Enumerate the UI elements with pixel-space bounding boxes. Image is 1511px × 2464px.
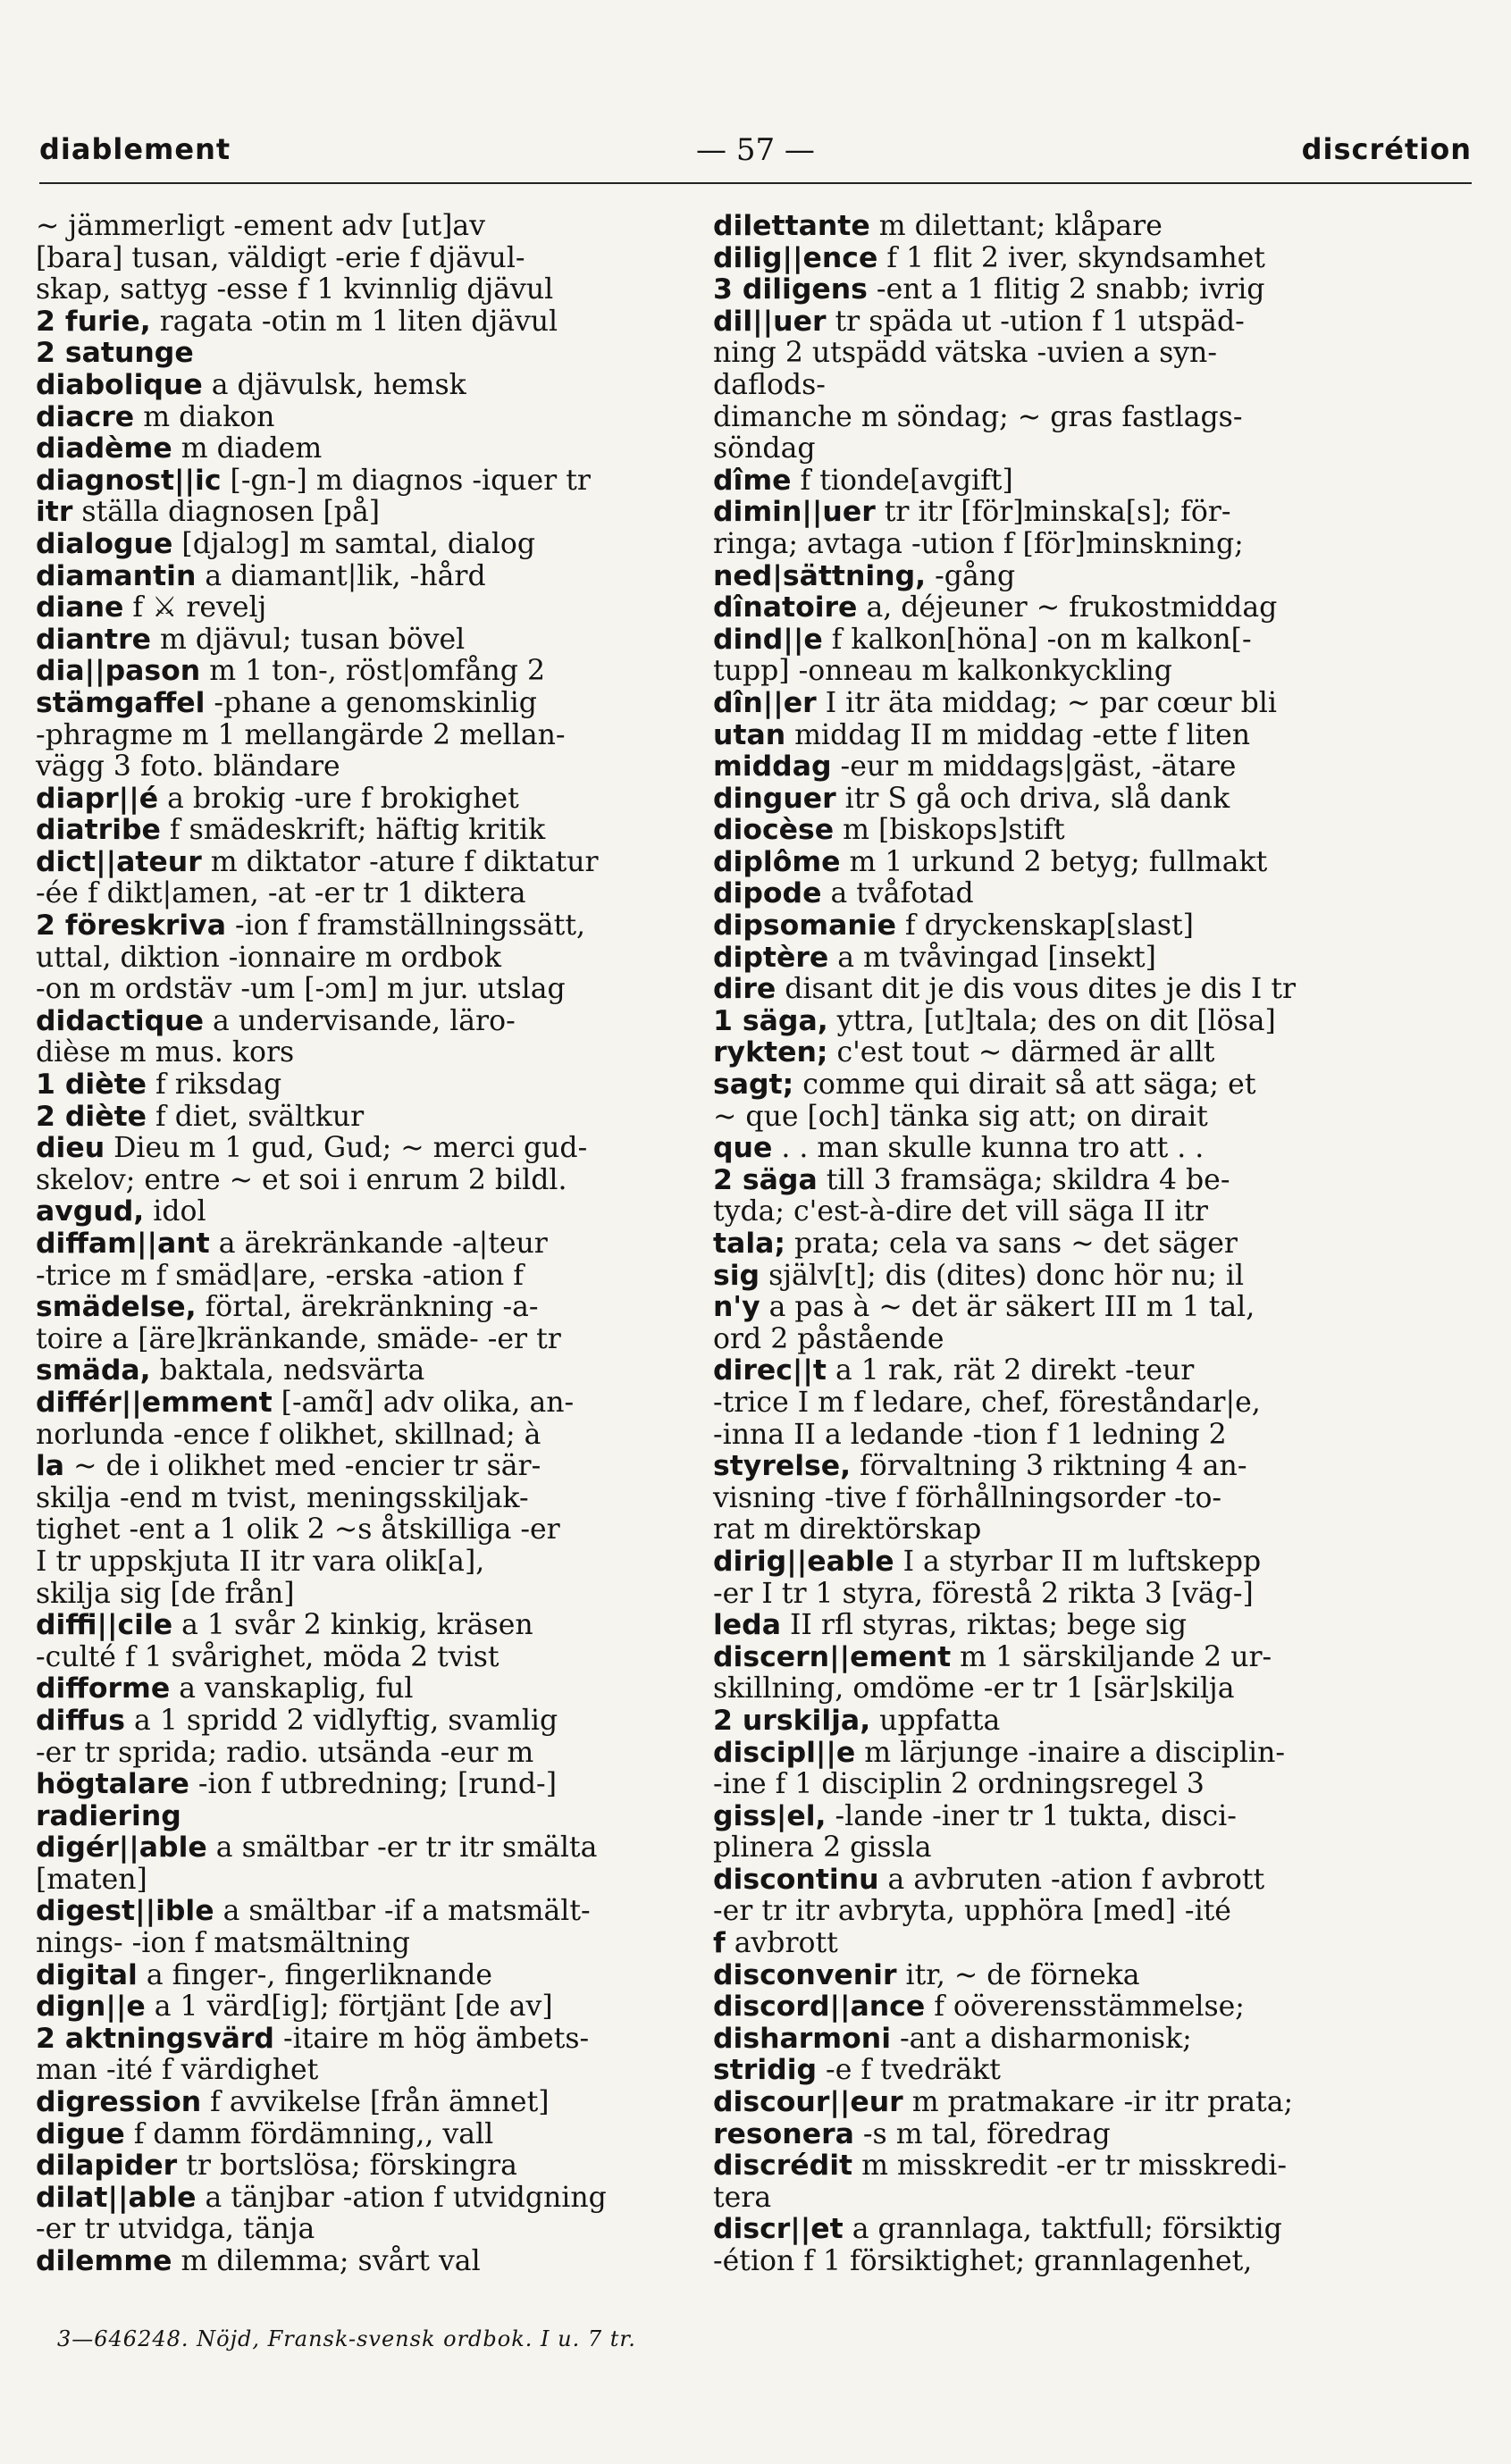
dictionary-line: dire disant dit je dis vous dites je dis I tr (713, 973, 1297, 1006)
dictionary-line: diamantin a diamant|lik, -hård (36, 559, 486, 592)
headword: diffus (36, 1704, 126, 1737)
dictionary-line: f avbrott (713, 1927, 838, 1960)
dictionary-line: diffus a 1 spridd 2 vidlyftig, svamlig (36, 1704, 558, 1737)
dictionary-line: -culté f 1 svårighet, möda 2 tvist (36, 1640, 499, 1673)
dictionary-line: diffi||cile a 1 svår 2 kinkig, kräsen (36, 1609, 533, 1642)
headword: digest||ible (36, 1895, 214, 1928)
headword: diplôme (713, 845, 841, 878)
dictionary-line (36, 338, 715, 370)
headword: 2 furie, (36, 305, 151, 338)
headword: smädelse, (36, 1291, 197, 1324)
dictionary-line: -er tr utvidga, tänja (36, 2213, 315, 2246)
dictionary-line: sagt; comme qui dirait så att säga; et (713, 1069, 1256, 1102)
dictionary-line: discontinu a avbruten -ation f avbrott (713, 1863, 1265, 1896)
dictionary-line: dilig||ence f 1 flit 2 iver, skyndsamhet (713, 241, 1265, 274)
dictionary-line: 3 diligens -ent a 1 flitig 2 snabb; ivrig (713, 273, 1265, 306)
dictionary-line: dilettante m dilettant; klåpare (713, 210, 1163, 242)
dictionary-line: styrelse, förvaltning 3 riktning 4 an- (713, 1450, 1247, 1483)
headword: giss|el, (713, 1799, 827, 1832)
headword: dinguer (713, 782, 836, 815)
dictionary-line: diatribe f smädeskrift; häftig kritik (36, 814, 546, 847)
dictionary-line: 1 säga, yttra, [ut]tala; des on dit [lösa] (713, 1004, 1276, 1037)
dictionary-line: dipsomanie f dryckenskap[slast] (713, 909, 1194, 943)
headword: diffam||ant (36, 1228, 210, 1260)
dictionary-line: diane f ⚔ revelj (36, 591, 267, 624)
headword: 2 diète (36, 1100, 147, 1133)
headword: discern||ement (713, 1640, 952, 1673)
headword: dialogue (36, 527, 173, 560)
headword: diptère (713, 941, 829, 974)
dictionary-line: 2 furie, ragata -otin m 1 liten djävul (36, 305, 558, 338)
dictionary-line: diptère a m tvåvingad [insekt] (713, 941, 1156, 974)
dictionary-line: skilja -end m tvist, meningsskiljak- (36, 1481, 529, 1514)
left-guide-word: diablement (39, 132, 231, 166)
dictionary-line: [maten] (36, 1863, 147, 1896)
headword: diatribe (36, 814, 161, 847)
dictionary-line: smädelse, förtal, ärekränkning -a- (36, 1291, 539, 1324)
dictionary-line: -ine f 1 disciplin 2 ordningsregel 3 (713, 1768, 1205, 1801)
headword: ned|sättning, (713, 559, 927, 592)
dictionary-line: tera (713, 2181, 772, 2214)
dictionary-line: ord 2 påstående (713, 1322, 944, 1355)
headword: f (713, 1927, 726, 1960)
headword: dind||e (713, 623, 823, 656)
dictionary-line: diapr||é a brokig -ure f brokighet (36, 782, 519, 815)
dictionary-line: diagnost||ic [-gn-] m diagnos -iquer tr (36, 464, 591, 497)
dictionary-line: plinera 2 gissla (713, 1831, 932, 1865)
dictionary-line: dîn||er I itr äta middag; ~ par cœur bli (713, 686, 1277, 719)
headword: diamantin (36, 559, 197, 592)
dictionary-line: stämgaffel -phane a genomskinlig (36, 686, 537, 719)
dictionary-line: discord||ance f oöverensstämmelse; (713, 1990, 1245, 2024)
dictionary-line: ned|sättning, -gång (713, 559, 1016, 592)
headword: diadème (36, 432, 172, 465)
dictionary-line: disconvenir itr, ~ de förneka (713, 1958, 1140, 1991)
headword: dilat||able (36, 2181, 197, 2214)
dictionary-line: -ée f dikt|amen, -at -er tr 1 diktera (36, 877, 526, 910)
headword: stridig (713, 2054, 818, 2087)
headword: différ||emment (36, 1386, 273, 1419)
headword: discr||et (713, 2213, 844, 2246)
dictionary-line: -étion f 1 försiktighet; grannlagenhet, (713, 2245, 1253, 2277)
headword: didactique (36, 1004, 205, 1037)
dictionary-line: -trice m f smäd|are, -erska -ation f (36, 1259, 524, 1292)
dictionary-line: dimanche m söndag; ~ gras fastlags- (713, 400, 1243, 433)
headword: la (36, 1450, 65, 1483)
headword: dîn||er (713, 686, 817, 719)
headword: dire (713, 973, 776, 1006)
headword: högtalare (36, 1768, 189, 1801)
dictionary-line: 2 säga till 3 framsäga; skildra 4 be- (713, 1163, 1230, 1196)
dictionary-line: la ~ de i olikhet med -encier tr sär- (36, 1450, 541, 1483)
dictionary-line: skelov; entre ~ et soi i enrum 2 bildl. (36, 1163, 567, 1196)
right-guide-word: discrétion (1301, 132, 1472, 166)
headword: 2 föreskriva (36, 909, 226, 943)
headword: avgud, (36, 1195, 145, 1228)
dictionary-line: dilapider tr bortslösa; förskingra (36, 2150, 517, 2183)
dictionary-line: dînatoire a, déjeuner ~ frukostmiddag (713, 591, 1278, 624)
headword: n'y (713, 1291, 760, 1324)
headword: discontinu (713, 1863, 879, 1896)
headword: direc||t (713, 1354, 827, 1387)
headword: 2 säga (713, 1163, 818, 1196)
dictionary-line: rat m direktörskap (713, 1513, 982, 1546)
dictionary-line: dirig||eable I a styrbar II m luftskepp (713, 1545, 1262, 1578)
page-number: — 57 — (696, 132, 815, 168)
dictionary-line: diacre m diakon (36, 400, 275, 433)
headword: dict||ateur (36, 845, 202, 878)
dictionary-line: -er tr sprida; radio. utsända -eur m (36, 1736, 534, 1769)
headword: 2 satunge (36, 337, 194, 370)
headword: diane (36, 591, 124, 624)
headword: dilemme (36, 2245, 172, 2277)
dictionary-line: 2 aktningsvärd -itaire m hög ämbets- (36, 2022, 590, 2055)
headword: discipl||e (713, 1736, 856, 1769)
dictionary-line: diadème m diadem (36, 432, 323, 465)
dictionary-line: ringa; avtaga -ution f [för]minskning; (713, 527, 1244, 560)
dictionary-line: uttal, diktion -ionnaire m ordbok (36, 941, 501, 974)
headword: dieu (36, 1132, 105, 1165)
dictionary-line: man -ité f värdighet (36, 2054, 319, 2087)
dictionary-line: direc||t a 1 rak, rät 2 direkt -teur (713, 1354, 1195, 1387)
right-column (713, 211, 1464, 2278)
dictionary-line: discrédit m misskredit -er tr misskredi- (713, 2150, 1287, 2183)
dictionary-line: -er tr itr avbryta, upphöra [med] -ité (713, 1895, 1231, 1928)
headword: 2 aktningsvärd (36, 2022, 274, 2055)
headword: digér||able (36, 1831, 207, 1865)
headword: leda (713, 1609, 781, 1642)
dictionary-line: discipl||e m lärjunge -inaire a disciplin- (713, 1736, 1285, 1769)
dictionary-line: avgud, idol (36, 1195, 206, 1228)
dictionary-line: tyda; c'est-à-dire det vill säga II itr (713, 1195, 1208, 1228)
headword: discord||ance (713, 1990, 926, 2024)
dictionary-line: tala; prata; cela va sans ~ det säger (713, 1228, 1238, 1260)
dictionary-line: dign||e a 1 värd[ig]; förtjänt [de av] (36, 1990, 553, 2024)
dictionary-line: dil||uer tr späda ut -ution f 1 utspäd- (713, 305, 1245, 338)
dictionary-line: dilat||able a tänjbar -ation f utvidgning (36, 2181, 607, 2214)
dictionary-line: nings- -ion f matsmältning (36, 1927, 410, 1960)
headword: disconvenir (713, 1958, 897, 1991)
headword: tala; (713, 1228, 785, 1260)
headword: dia||pason (36, 655, 201, 688)
headword: diacre (36, 400, 135, 433)
dictionary-line: diantre m djävul; tusan bövel (36, 623, 466, 656)
headword: sig (713, 1259, 760, 1292)
dictionary-line: 2 diète f diet, svältkur (36, 1100, 365, 1133)
left-column (36, 211, 715, 2278)
headword: diantre (36, 623, 151, 656)
headword: resonera (713, 2117, 854, 2150)
dictionary-line: -er I tr 1 styra, förestå 2 rikta 3 [väg-] (713, 1577, 1254, 1610)
dictionary-line: itr ställa diagnosen [på] (36, 496, 381, 529)
headword: sagt; (713, 1069, 794, 1102)
dictionary-line: digue f damm fördämning,, vall (36, 2117, 494, 2150)
headword: dilig||ence (713, 241, 878, 274)
dictionary-line: diabolique a djävulsk, hemsk (36, 368, 466, 401)
headword: radiering (36, 1799, 181, 1832)
dictionary-line: -inna II a ledande -tion f 1 ledning 2 (713, 1418, 1227, 1451)
dictionary-line: ~ jämmerligt -ement adv [ut]av (36, 210, 485, 242)
dictionary-line: dipode a tvåfotad (713, 877, 974, 910)
headword: 2 urskilja, (713, 1704, 871, 1737)
dictionary-line: discr||et a grannlaga, taktfull; försiktig (713, 2213, 1282, 2246)
dictionary-line: giss|el, -lande -iner tr 1 tukta, disci- (713, 1799, 1237, 1832)
header-rule (39, 182, 1472, 184)
headword: digital (36, 1958, 138, 1991)
dictionary-line: digér||able a smältbar -er tr itr smälta (36, 1831, 598, 1865)
headword: dirig||eable (713, 1545, 894, 1578)
dictionary-line: tighet -ent a 1 olik 2 ~s åtskilliga -er (36, 1513, 560, 1546)
dictionary-line: stridig -e f tvedräkt (713, 2054, 1001, 2087)
dictionary-line: visning -tive f förhållningsorder -to- (713, 1481, 1222, 1514)
headword: dilettante (713, 210, 870, 242)
dictionary-line: sig själv[t]; dis (dites) donc hör nu; il (713, 1259, 1245, 1292)
dictionary-line: difforme a vanskaplig, ful (36, 1672, 414, 1706)
headword: discrédit (713, 2150, 853, 2183)
dictionary-line: dîme f tionde[avgift] (713, 464, 1013, 497)
dictionary-line: que . . man skulle kunna tro att . . (713, 1132, 1205, 1165)
headword: disharmoni (713, 2022, 891, 2055)
headword: 1 säga, (713, 1004, 828, 1037)
dictionary-line: -on m ordstäv -um [-ɔm] m jur. utslag (36, 973, 566, 1006)
dictionary-line: discern||ement m 1 särskiljande 2 ur- (713, 1640, 1272, 1673)
headword: diapr||é (36, 782, 159, 815)
page-header (39, 132, 1472, 179)
dictionary-line: 1 diète f riksdag (36, 1069, 282, 1102)
dictionary-line: diocèse m [biskops]stift (713, 814, 1065, 847)
dictionary-line: diffam||ant a ärekränkande -a|teur (36, 1228, 548, 1260)
dictionary-line: skillning, omdöme -er tr 1 [sär]skilja (713, 1672, 1235, 1706)
dictionary-line: högtalare -ion f utbredning; [rund-] (36, 1768, 557, 1801)
dictionary-line: dia||pason m 1 ton-, röst|omfång 2 (36, 655, 546, 688)
dictionary-line: différ||emment [-amɑ̃] adv olika, an- (36, 1386, 575, 1419)
dictionary-line: dieu Dieu m 1 gud, Gud; ~ merci gud- (36, 1132, 588, 1165)
headword: stämgaffel (36, 686, 206, 719)
headword: dil||uer (713, 305, 827, 338)
headword: dilapider (36, 2150, 178, 2183)
headword: itr (36, 496, 73, 529)
headword: smäda, (36, 1354, 151, 1387)
headword: dign||e (36, 1990, 146, 2024)
dictionary-line: toire a [äre]kränkande, smäde- -er tr (36, 1322, 561, 1355)
dictionary-line: leda II rfl styras, riktas; bege sig (713, 1609, 1188, 1642)
dictionary-line: dilemme m dilemma; svårt val (36, 2245, 481, 2277)
dictionary-line: dièse m mus. kors (36, 1036, 295, 1069)
dictionary-line: -trice I m f ledare, chef, föreståndar|e, (713, 1386, 1261, 1419)
dictionary-line: 2 urskilja, uppfatta (713, 1704, 1001, 1737)
dictionary-line: discour||eur m pratmakare -ir itr prata; (713, 2086, 1294, 2119)
dictionary-line: ~ que [och] tänka sig att; on dirait (713, 1100, 1208, 1133)
headword: middag (713, 750, 832, 784)
headword: difforme (36, 1672, 171, 1706)
dictionary-line: digression f avvikelse [från ämnet] (36, 2086, 550, 2119)
dictionary-line: dind||e f kalkon[höna] -on m kalkon[- (713, 623, 1252, 656)
headword: utan (713, 718, 786, 751)
dictionary-line: tupp] -onneau m kalkonkyckling (713, 655, 1172, 688)
dictionary-line: ning 2 utspädd vätska -uvien a syn- (713, 337, 1217, 370)
dictionary-line: rykten; c'est tout ~ därmed är allt (713, 1036, 1215, 1069)
dictionary-line: dinguer itr S gå och driva, slå dank (713, 782, 1230, 815)
dictionary-line: norlunda -ence f olikhet, skillnad; à (36, 1418, 541, 1451)
dictionary-line: n'y a pas à ~ det är säkert III m 1 tal, (713, 1291, 1255, 1324)
dictionary-line: didactique a undervisande, läro- (36, 1004, 516, 1037)
headword: discour||eur (713, 2086, 903, 2119)
headword: digue (36, 2117, 125, 2150)
dictionary-line: dict||ateur m diktator -ature f diktatur (36, 845, 599, 878)
headword: diocèse (713, 814, 835, 847)
dictionary-line: dimin||uer tr itr [för]minska[s]; för- (713, 496, 1231, 529)
dictionary-line: smäda, baktala, nedsvärta (36, 1354, 425, 1387)
headword: 3 diligens (713, 273, 868, 306)
dictionary-line: disharmoni -ant a disharmonisk; (713, 2022, 1192, 2055)
headword: diffi||cile (36, 1609, 173, 1642)
dictionary-line: skap, sattyg -esse f 1 kvinnlig djävul (36, 273, 554, 306)
headword: diabolique (36, 368, 203, 401)
dictionary-line: -phragme m 1 mellangärde 2 mellan- (36, 718, 566, 751)
headword: rykten; (713, 1036, 828, 1069)
dictionary-line (36, 1801, 715, 1833)
headword: dimin||uer (713, 496, 876, 529)
dictionary-line: digital a finger-, fingerliknande (36, 1958, 493, 1991)
headword: dipsomanie (713, 909, 896, 943)
headword: que (713, 1132, 773, 1165)
headword: dîme (713, 464, 792, 497)
printer-footer: 3—646248. Nöjd, Fransk-svensk ordbok. I u. 7 tr. (57, 2326, 636, 2351)
dictionary-line: daflods- (713, 368, 826, 401)
dictionary-line: skilja sig [de från] (36, 1577, 295, 1610)
dictionary-line: 2 föreskriva -ion f framställningssätt, (36, 909, 585, 943)
dictionary-line: diplôme m 1 urkund 2 betyg; fullmakt (713, 845, 1268, 878)
dictionary-line: resonera -s m tal, föredrag (713, 2117, 1111, 2150)
dictionary-line: söndag (713, 432, 816, 465)
headword: digression (36, 2086, 202, 2119)
headword: diagnost||ic (36, 464, 222, 497)
headword: dînatoire (713, 591, 858, 624)
dictionary-line: middag -eur m middags|gäst, -ätare (713, 750, 1237, 784)
headword: dipode (713, 877, 822, 910)
dictionary-line: vägg 3 foto. bländare (36, 750, 340, 784)
headword: 1 diète (36, 1069, 147, 1102)
dictionary-line: [bara] tusan, väldigt -erie f djävul- (36, 241, 525, 274)
dictionary-line: digest||ible a smältbar -if a matsmält- (36, 1895, 591, 1928)
dictionary-line: I tr uppskjuta II itr vara olik[a], (36, 1545, 485, 1578)
dictionary-line: dialogue [djalɔg] m samtal, dialog (36, 527, 536, 560)
dictionary-line: utan middag II m middag -ette f liten (713, 718, 1251, 751)
headword: styrelse, (713, 1450, 852, 1483)
